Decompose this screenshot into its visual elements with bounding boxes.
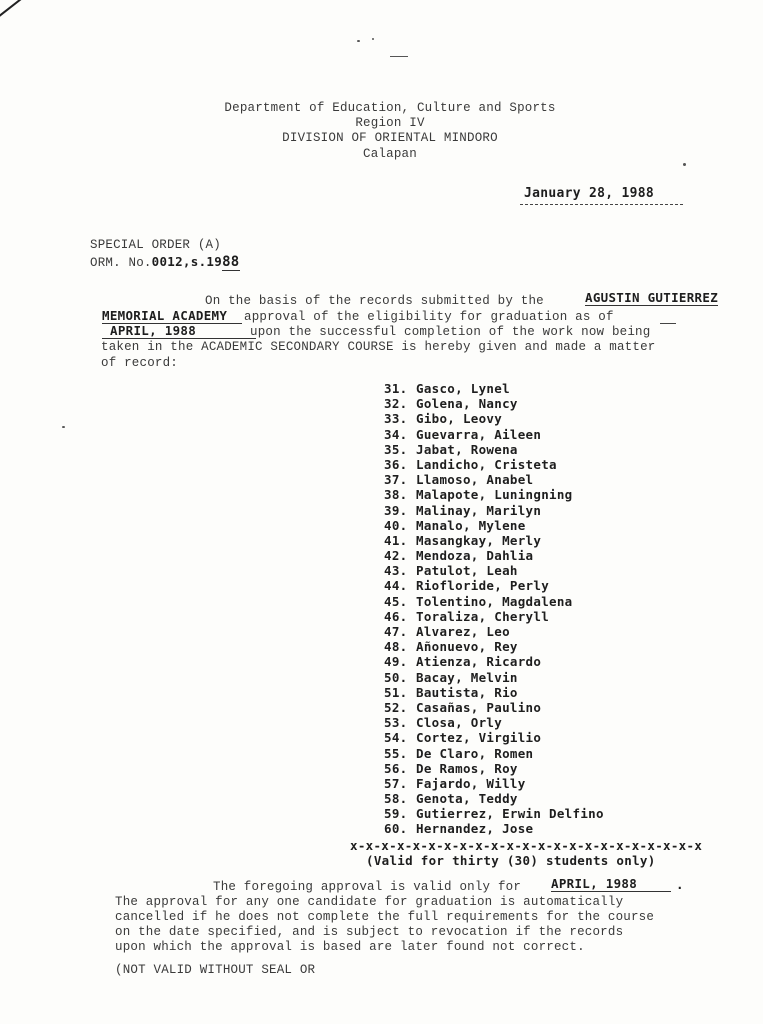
student-number: 38. (384, 487, 408, 503)
student-row (384, 563, 604, 578)
body-line-1: On the basis of the records submitted by the (205, 294, 544, 308)
footer-line-2: The approval for any one candidate for graduation is automatically (115, 895, 624, 909)
student-name: Tolentino, Magdalena (416, 593, 573, 609)
student-number: 40. (384, 517, 408, 533)
student-number: 36. (384, 456, 408, 472)
student-name: Bacay, Melvin (416, 669, 518, 685)
document-date: January 28, 1988 (524, 186, 655, 201)
separator-line: x-x-x-x-x-x-x-x-x-x-x-x-x-x-x-x-x-x-x-x-x-x-x (350, 838, 703, 853)
student-number: 45. (384, 593, 408, 609)
footer-valid-date: APRIL, 1988 (551, 876, 671, 892)
student-number: 50. (384, 669, 408, 685)
student-row (384, 761, 604, 776)
student-row (384, 503, 604, 518)
student-name: Closa, Orly (416, 715, 503, 731)
student-row (384, 700, 604, 715)
footer-line-6: (NOT VALID WITHOUT SEAL OR (115, 963, 316, 977)
valid-note: (Valid for thirty (30) students only) (366, 853, 656, 868)
student-row (384, 624, 604, 639)
student-number: 43. (384, 563, 408, 579)
student-number: 44. (384, 578, 408, 594)
student-row (384, 396, 604, 411)
student-name: Toraliza, Cheryll (416, 608, 550, 624)
student-name: Manalo, Mylene (416, 517, 526, 533)
student-number: 46. (384, 608, 408, 624)
student-row (384, 548, 604, 563)
student-number: 52. (384, 699, 408, 715)
student-row (384, 670, 604, 685)
student-row (384, 821, 604, 836)
student-row (384, 715, 604, 730)
student-name: Patulot, Leah (416, 563, 518, 579)
student-number: 51. (384, 684, 408, 700)
student-name: Genota, Teddy (416, 791, 518, 807)
student-row (384, 730, 604, 745)
student-row (384, 594, 604, 609)
student-name: Golena, Nancy (416, 396, 518, 412)
scan-edge-mark (0, 0, 70, 23)
body-line-2: approval of the eligibility for graduation as of (244, 310, 614, 324)
student-row (384, 776, 604, 791)
student-number: 31. (384, 381, 408, 396)
student-name: Bautista, Rio (416, 684, 518, 700)
scan-speck (357, 40, 360, 42)
footer-period: . (676, 877, 684, 892)
student-number: 47. (384, 624, 408, 639)
student-name: Guevarra, Aileen (416, 426, 542, 442)
school-name-part-2: MEMORIAL ACADEMY (102, 308, 242, 324)
student-name: De Claro, Romen (416, 745, 534, 761)
blank-underline (660, 323, 676, 324)
footer-line-1: The foregoing approval is valid only for (213, 880, 522, 894)
footer-line-3: cancelled if he does not complete the full requirements for the course (115, 910, 655, 924)
student-number: 35. (384, 441, 408, 457)
student-number: 33. (384, 411, 408, 427)
student-number: 59. (384, 806, 408, 822)
body-line-5: of record: (101, 356, 179, 370)
scan-speck (390, 56, 408, 57)
student-name: Malapote, Luningning (416, 487, 573, 503)
student-name: Gutierrez, Erwin Delfino (416, 806, 604, 822)
student-number: 39. (384, 502, 408, 518)
scan-speck (683, 163, 686, 166)
student-row (384, 411, 604, 426)
student-row (384, 442, 604, 457)
student-name: Mendoza, Dahlia (416, 548, 534, 564)
letterhead-city: Calapan (363, 147, 417, 161)
student-row (384, 685, 604, 700)
student-name: Riofloride, Perly (416, 578, 550, 594)
student-name: Masangkay, Merly (416, 532, 542, 548)
student-number: 54. (384, 730, 408, 746)
date-underline (520, 204, 683, 205)
order-number (90, 254, 240, 270)
order-year: 88 (222, 254, 240, 270)
letterhead-department: Department of Education, Culture and Sports (224, 101, 556, 115)
student-row (384, 487, 604, 502)
body-line-3: upon the successful completion of the work now being (250, 325, 651, 339)
student-name: Landicho, Cristeta (416, 456, 557, 472)
student-row (384, 654, 604, 669)
order-number-value: 0012,s.19 (151, 254, 223, 269)
student-row (384, 472, 604, 487)
student-number: 53. (384, 715, 408, 731)
student-name: Gibo, Leovy (416, 411, 503, 427)
scan-speck (62, 426, 65, 428)
student-name: Hernandez, Jose (416, 821, 534, 837)
student-row (384, 639, 604, 654)
student-row (384, 381, 604, 396)
student-name: De Ramos, Roy (416, 760, 518, 776)
student-number: 55. (384, 745, 408, 761)
student-number: 49. (384, 654, 408, 670)
student-number: 57. (384, 775, 408, 791)
student-name: Alvarez, Leo (416, 624, 510, 639)
student-row (384, 533, 604, 548)
eligibility-date: APRIL, 1988 (102, 323, 256, 339)
student-number: 60. (384, 821, 408, 837)
student-row (384, 806, 604, 821)
student-number: 56. (384, 760, 408, 776)
student-row (384, 457, 604, 472)
scan-speck (372, 38, 374, 40)
footer-line-4: on the date specified, and is subject to revocation if the records (115, 925, 624, 939)
letterhead-division: DIVISION OF ORIENTAL MINDORO (282, 131, 498, 145)
order-title: SPECIAL ORDER (A) (90, 238, 221, 252)
student-name: Jabat, Rowena (416, 441, 518, 457)
order-number-prefix: ORM. No. (90, 256, 152, 270)
student-number: 34. (384, 426, 408, 442)
student-name: Malinay, Marilyn (416, 502, 542, 518)
student-name: Añonuevo, Rey (416, 639, 518, 655)
student-list (384, 381, 604, 837)
student-number: 41. (384, 532, 408, 548)
student-row (384, 609, 604, 624)
letterhead-region: Region IV (355, 116, 425, 130)
student-row (384, 791, 604, 806)
school-name-part-1: AGUSTIN GUTIERREZ (585, 290, 719, 305)
student-name: Casañas, Paulino (416, 699, 542, 715)
student-number: 58. (384, 791, 408, 807)
footer-line-5: upon which the approval is based are later found not correct. (115, 940, 585, 954)
student-name: Cortez, Virgilio (416, 730, 542, 746)
student-number: 42. (384, 548, 408, 564)
student-name: Atienza, Ricardo (416, 654, 542, 670)
student-number: 48. (384, 639, 408, 655)
student-number: 37. (384, 472, 408, 488)
student-row (384, 427, 604, 442)
student-row (384, 746, 604, 761)
body-line-4: taken in the ACADEMIC SECONDARY COURSE is hereby given and made a matter (101, 340, 656, 354)
student-row (384, 518, 604, 533)
student-name: Gasco, Lynel (416, 381, 510, 396)
student-number: 32. (384, 396, 408, 412)
student-name: Llamoso, Anabel (416, 472, 534, 488)
student-row (384, 578, 604, 593)
student-name: Fajardo, Willy (416, 775, 526, 791)
